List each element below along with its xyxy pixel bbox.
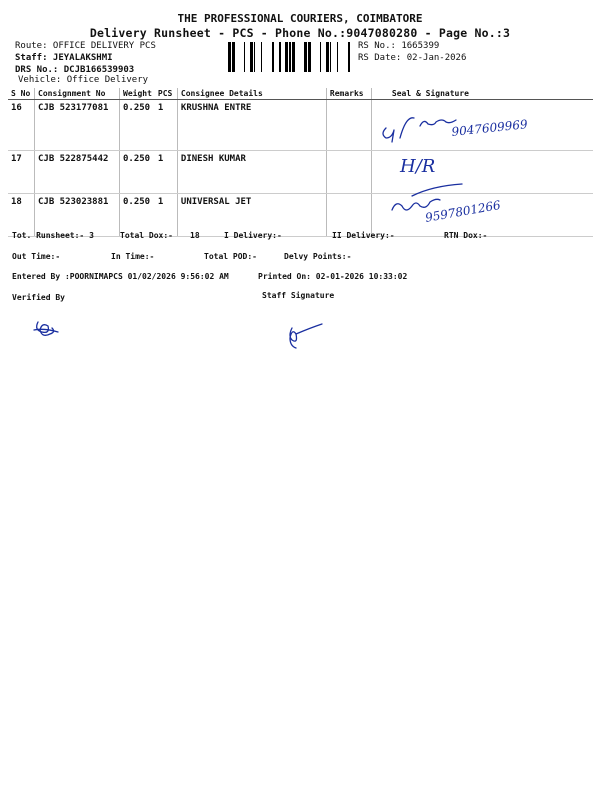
signature-row18	[392, 184, 502, 225]
entered-by: Entered By :POORNIMAPCS 01/02/2026 9:56:02 AM	[12, 272, 229, 281]
cell-consignment: CJB 523023881	[35, 194, 120, 237]
cell-sno: 18	[8, 194, 35, 237]
total-pod: Total POD:-	[204, 252, 257, 261]
col-consignment: Consignment No	[35, 88, 120, 100]
cell-pcs: 1	[155, 194, 178, 237]
in-time: In Time:-	[111, 252, 155, 261]
col-pcs: PCS	[155, 88, 178, 100]
vehicle-label: Vehicle: Office Delivery	[18, 75, 149, 85]
tot-runsheet: Tot. Runsheet:- 3	[12, 231, 94, 240]
signature-row16	[383, 117, 529, 142]
i-delivery: I Delivery:-	[224, 231, 282, 240]
staff-label: Staff: JEYALAKSHMI	[15, 53, 113, 63]
drs-number: DRS No.: DCJB166539903	[15, 65, 135, 75]
total-dox-value: 18	[190, 231, 200, 240]
signature-row17-mark: H/R	[400, 156, 436, 177]
signature-row18-phone: 9597801266	[424, 197, 502, 225]
cell-consignee: KRUSHNA ENTRE	[177, 100, 326, 151]
col-sno: S No	[8, 88, 35, 100]
cell-pcs: 1	[155, 151, 178, 194]
cell-sno: 17	[8, 151, 35, 194]
ii-delivery: II Delivery:-	[332, 231, 395, 240]
runsheet-title: Delivery Runsheet - PCS - Phone No.:9047080280 - Page No.:3	[89, 26, 511, 40]
total-dox-label: Total Dox:-	[120, 231, 173, 240]
verified-by-scribble	[34, 322, 58, 335]
rs-number: RS No.: 1665399	[358, 41, 440, 51]
staff-signature-scribble	[290, 324, 322, 348]
cell-consignee: UNIVERSAL JET	[177, 194, 326, 237]
col-remarks: Remarks	[326, 88, 371, 100]
delvy-points: Delvy Points:-	[284, 252, 352, 261]
signature-row16-phone: 9047609969	[450, 117, 529, 139]
col-seal-signature: Seal & Signature	[371, 88, 593, 100]
rtn-dox: RTN Dox:-	[444, 231, 488, 240]
col-consignee: Consignee Details	[177, 88, 326, 100]
cell-consignment: CJB 522875442	[35, 151, 120, 194]
cell-pcs: 1	[155, 100, 178, 151]
signature-row17	[399, 156, 435, 177]
rs-date: RS Date: 02-Jan-2026	[358, 53, 467, 63]
route-label: Route: OFFICE DELIVERY PCS	[15, 41, 156, 51]
verified-by: Verified By	[12, 293, 65, 302]
printed-on: Printed On: 02-01-2026 10:33:02	[258, 272, 408, 281]
cell-weight: 0.250	[120, 151, 155, 194]
staff-signature: Staff Signature	[262, 291, 335, 300]
col-weight: Weight	[120, 88, 155, 100]
cell-consignment: CJB 523177081	[35, 100, 120, 151]
cell-consignee: DINESH KUMAR	[177, 151, 326, 194]
company-name: THE PROFESSIONAL COURIERS, COIMBATORE	[177, 12, 423, 25]
cell-weight: 0.250	[120, 194, 155, 237]
cell-weight: 0.250	[120, 100, 155, 151]
out-time: Out Time:-	[12, 252, 61, 261]
cell-sno: 16	[8, 100, 35, 151]
